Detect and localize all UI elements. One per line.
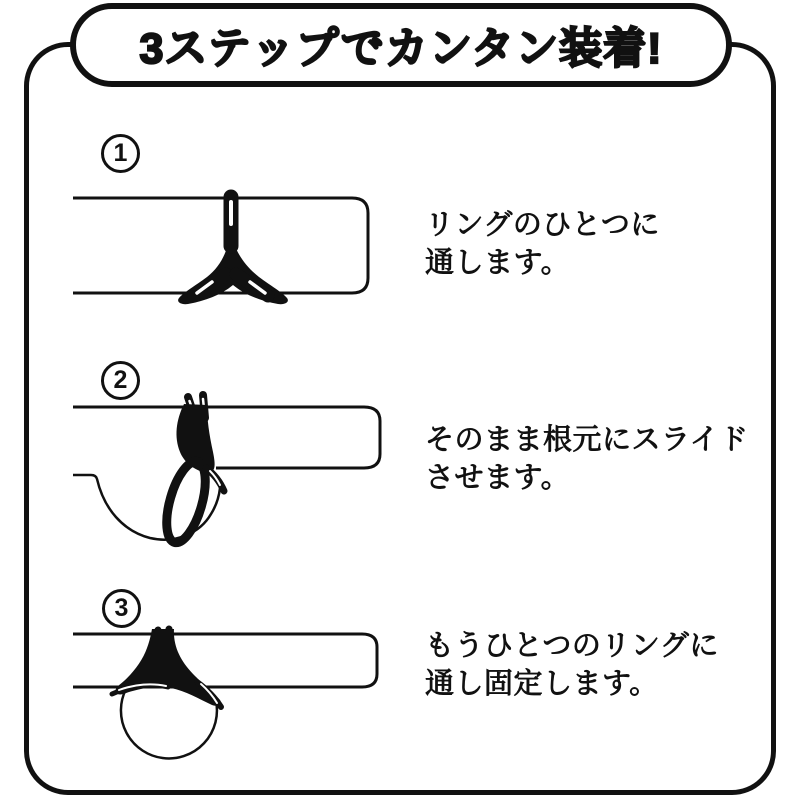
step2-arm-outline bbox=[73, 407, 380, 468]
step3-arm-outline bbox=[73, 634, 377, 687]
step2-caption bbox=[425, 421, 749, 497]
step3-illustration bbox=[60, 615, 390, 770]
step3-caption-line1: もうひとつのリングに bbox=[425, 630, 719, 662]
step2-strap-icon bbox=[159, 395, 224, 547]
step1-caption bbox=[425, 206, 660, 282]
step2-number-badge bbox=[101, 361, 140, 400]
step3-number: 3 bbox=[114, 594, 129, 622]
step1-illustration bbox=[60, 180, 380, 310]
step1-strap-icon bbox=[178, 197, 288, 304]
step1-number-badge bbox=[101, 134, 140, 173]
step2-number: 2 bbox=[113, 366, 128, 394]
step2-illustration bbox=[60, 385, 390, 560]
step2-caption-line1: そのまま根元にスライド bbox=[425, 424, 749, 456]
step3-caption-line2: 通し固定します。 bbox=[425, 668, 659, 700]
step1-caption-line1: リングのひとつに bbox=[425, 209, 660, 241]
step1-number: 1 bbox=[113, 139, 128, 167]
page-title: 3ステップでカンタン装着! bbox=[139, 24, 663, 73]
step3-caption bbox=[425, 627, 719, 703]
step1-caption-line2: 通します。 bbox=[425, 247, 571, 279]
title-banner bbox=[70, 3, 732, 87]
step3-number-badge bbox=[102, 589, 141, 628]
step2-caption-line2: させます。 bbox=[425, 462, 571, 494]
